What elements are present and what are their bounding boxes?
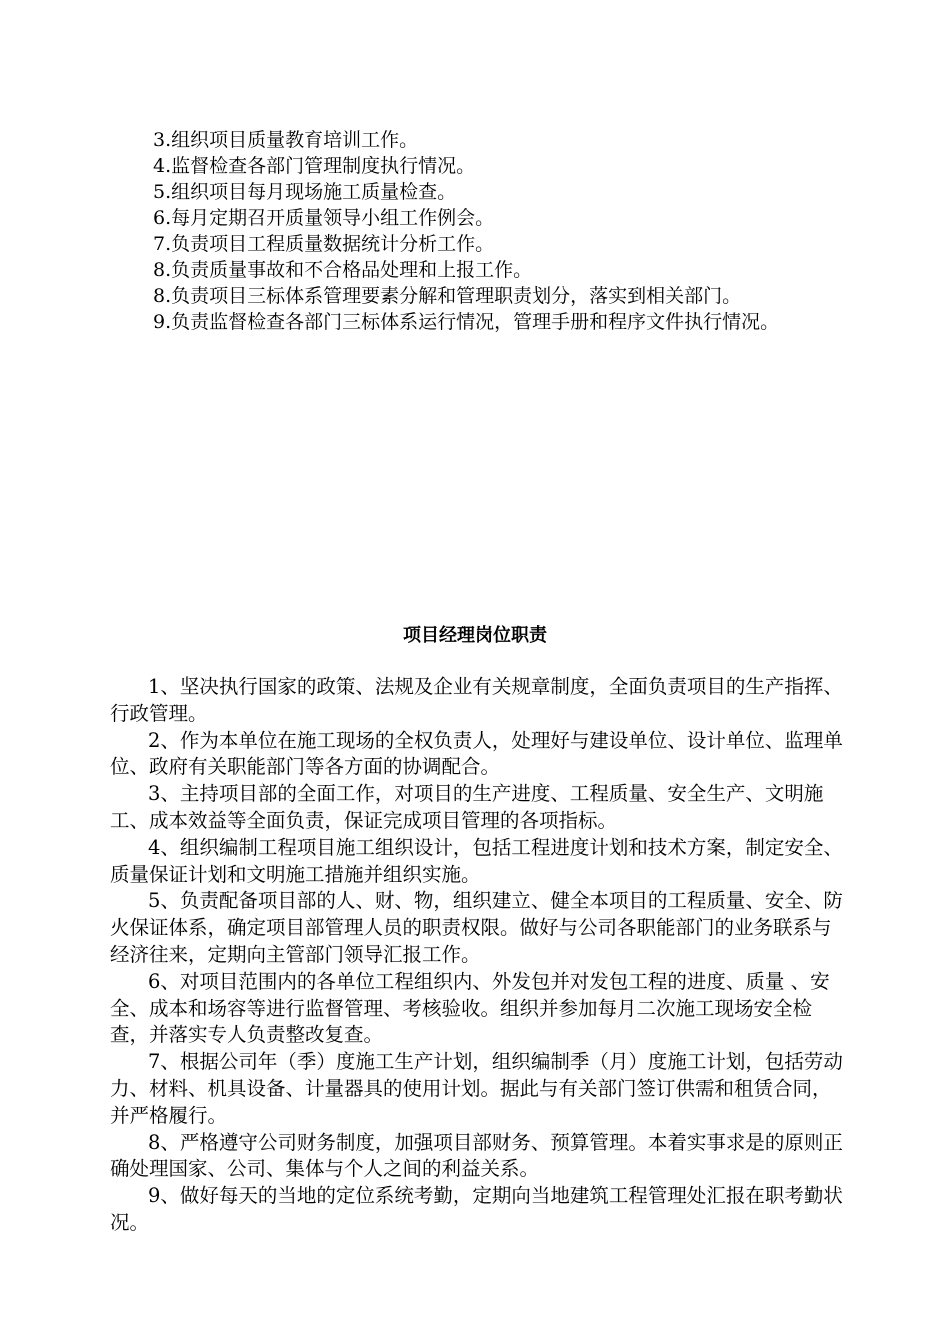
duty-paragraph: 5、负责配备项目部的人、财、物，组织建立、健全本项目的工程质量、安全、防火保证体系，确定项目部管理人员的职责权限。做好与公司各职能部门的业务联系与经济往来，定期向主管部门领导汇报工作。: [110, 889, 843, 966]
quality-duties-list: [110, 127, 845, 335]
duty-paragraph: 8、严格遵守公司财务制度，加强项目部财务、预算管理。本着实事求是的原则正确处理国家、公司、集体与个人之间的利益关系。: [110, 1130, 843, 1181]
duty-paragraph: 6、对项目范围内的各单位工程组织内、外发包并对发包工程的进度、质量 、安全、成本和场容等进行监督管理、考核验收。组织并参加每月二次施工现场安全检查，并落实专人负责整改复查。: [110, 969, 830, 1047]
list-item: 8.负责项目三标体系管理要素分解和管理职责划分，落实到相关部门。: [153, 285, 742, 307]
list-item: 4.监督检查各部门管理制度执行情况。: [153, 155, 476, 177]
list-item: 8.负责质量事故和不合格品处理和上报工作。: [153, 259, 533, 281]
duty-paragraph: 4、组织编制工程项目施工组织设计，包括工程进度计划和技术方案，制定安全、质量保证计划和文明施工措施并组织实施。: [110, 835, 843, 886]
list-item: 6.每月定期召开质量领导小组工作例会。: [153, 207, 495, 229]
list-item: 3.组织项目质量教育培训工作。: [153, 129, 419, 151]
list-item: 7.负责项目工程质量数据统计分析工作。: [153, 233, 495, 255]
list-item: 5.组织项目每月现场施工质量检查。: [153, 181, 457, 203]
duty-paragraph: 9、做好每天的当地的定位系统考勤，定期向当地建筑工程管理处汇报在职考勤状况。: [110, 1184, 843, 1234]
section-title: 项目经理岗位职责: [403, 625, 547, 646]
duty-paragraph: 7、根据公司年（季）度施工生产计划，组织编制季（月）度施工计划，包括劳动力、材料、机具设备、计量器具的使用计划。据此与有关部门签订供需和租赁合同，并严格履行。: [110, 1050, 843, 1127]
duty-paragraph: 3、主持项目部的全面工作，对项目的生产进度、工程质量、安全生产、文明施工、成本效益等全面负责，保证完成项目管理的各项指标。: [110, 782, 824, 832]
list-item: 9.负责监督检查各部门三标体系运行情况，管理手册和程序文件执行情况。: [153, 311, 780, 333]
duty-paragraph: 1、坚决执行国家的政策、法规及企业有关规章制度，全面负责项目的生产指挥、行政管理。: [110, 675, 843, 725]
duty-paragraph: 2、作为本单位在施工现场的全权负责人，处理好与建设单位、设计单位、监理单位、政府有关职能部门等各方面的协调配合。: [110, 728, 843, 779]
project-manager-duties-list: [110, 674, 848, 1237]
